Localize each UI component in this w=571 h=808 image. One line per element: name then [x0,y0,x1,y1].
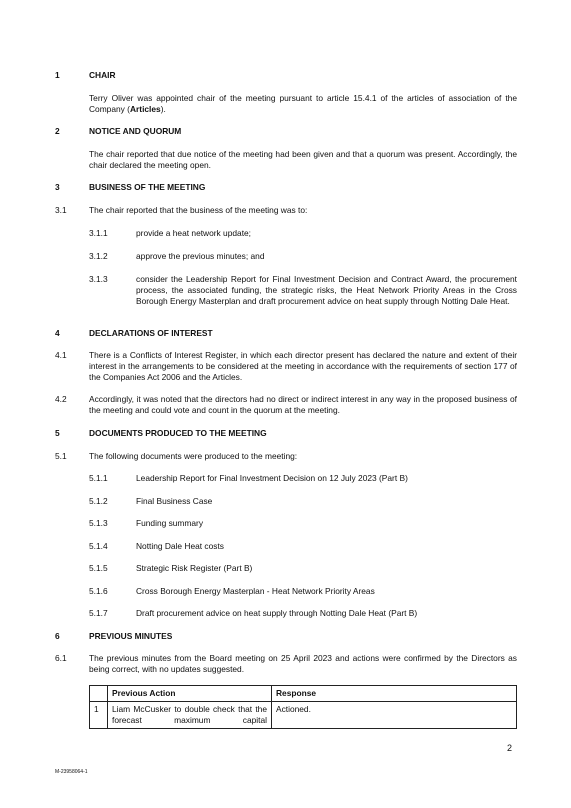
table-header-row [90,686,517,702]
clause-5-1-4-text: Notting Dale Heat costs [136,541,224,551]
table-header-previous-action: Previous Action [108,686,272,702]
section-4-number: 4 [55,328,60,338]
clause-6-1-number: 6.1 [55,653,67,663]
section-6-heading: PREVIOUS MINUTES [89,631,173,641]
clause-4-2-text: Accordingly, it was noted that the directors had no direct or indirect interest in any way in the proposed business of the meeting and could vote and count in the quorum at the meeting. [89,394,517,415]
clause-5-1-1-number: 5.1.1 [89,473,108,483]
section-5-heading: DOCUMENTS PRODUCED TO THE MEETING [89,428,267,438]
clause-3-1-number: 3.1 [55,205,67,215]
clause-5-1-7-text: Draft procurement advice on heat supply through Notting Dale Heat (Part B) [136,608,418,618]
section-1-text: Terry Oliver was appointed chair of the meeting pursuant to article 15.4.1 of the articles of association of the Company ( [89,93,517,114]
clause-5-1-6-text: Cross Borough Energy Masterplan - Heat Network Priority Areas [136,586,375,596]
clause-5-1-6-number: 5.1.6 [89,586,108,596]
clause-5-1-text: The following documents were produced to the meeting: [89,451,298,461]
clause-3-1-1-text: provide a heat network update; [136,228,252,238]
table-row [90,702,517,729]
clause-5-1-4-number: 5.1.4 [89,541,108,551]
table-cell-number: 1 [90,702,108,729]
clause-5-1-5-number: 5.1.5 [89,563,108,573]
section-6-number: 6 [55,631,60,641]
clause-5-1-2-text: Final Business Case [136,496,213,506]
clause-5-1-7-number: 5.1.7 [89,608,108,618]
clause-4-1-number: 4.1 [55,350,67,360]
clause-3-1-1-number: 3.1.1 [89,228,108,238]
articles-defined-term: Articles [129,104,161,114]
clause-5-1-number: 5.1 [55,451,67,461]
table-header-index [90,686,108,702]
clause-5-1-2-number: 5.1.2 [89,496,108,506]
section-2-paragraph: The chair reported that due notice of the meeting had been given and that a quorum was present. Accordingly, the chair declared the meeting open. [89,149,517,170]
section-2-heading: NOTICE AND QUORUM [89,126,182,136]
page-number: 2 [507,743,513,753]
clause-3-1-3-number: 3.1.3 [89,274,108,284]
clause-6-1-text: The previous minutes from the Board meeting on 25 April 2023 and actions were confirmed by the Directors as being correct, with no updates suggested. [89,653,517,674]
section-1-paragraph [89,93,517,115]
table-cell-action: Liam McCusker to double check that the forecast maximum capital [108,702,272,729]
section-3-number: 3 [55,182,60,192]
table-cell-response: Actioned. [272,702,517,729]
section-5-number: 5 [55,428,60,438]
section-3-heading: BUSINESS OF THE MEETING [89,182,206,192]
section-4-heading: DECLARATIONS OF INTEREST [89,328,213,338]
section-1-text-end: ). [160,104,166,114]
clause-4-2-number: 4.2 [55,394,67,404]
clause-3-1-text: The chair reported that the business of the meeting was to: [89,205,308,215]
table-header-response: Response [272,686,517,702]
clause-3-1-2-number: 3.1.2 [89,251,108,261]
clause-5-1-3-text: Funding summary [136,518,204,528]
document-reference: M-23958064-1 [55,769,88,775]
clause-5-1-1-text: Leadership Report for Final Investment Decision on 12 July 2023 (Part B) [136,473,408,483]
clause-5-1-3-number: 5.1.3 [89,518,108,528]
clause-3-1-2-text: approve the previous minutes; and [136,251,265,261]
previous-actions-table [89,685,517,729]
clause-4-1-text: There is a Conflicts of Interest Register, in which each director present has declared the nature and extent of their interest in the arrangements to be considered at the meeting in accordance with the requirements of section 177 of the Companies Act 2006 and the Articles. [89,350,517,382]
section-2-number: 2 [55,126,60,136]
clause-3-1-3-text: consider the Leadership Report for Final Investment Decision and Contract Award, the procurement process, the associated funding, the strategic risks, the Heat Network Priority Areas in the Cross Borough Energy Masterplan and draft procurement advice on heat supply through Notting Dale Heat. [136,274,517,306]
clause-5-1-5-text: Strategic Risk Register (Part B) [136,563,253,573]
section-1-number: 1 [55,70,60,80]
section-1-heading: CHAIR [89,70,116,80]
